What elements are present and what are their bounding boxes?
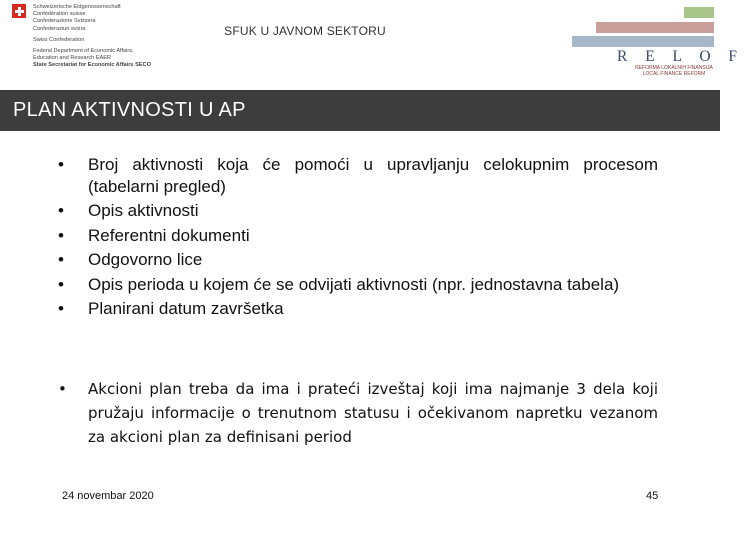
swiss-line: Education and Research EAER [33,55,112,62]
swiss-line: Federal Department of Economic Affairs, [33,48,134,55]
relof-logo: R E L O F [617,48,744,65]
swiss-line: Confédération suisse [33,11,86,18]
slide-title: PLAN AKTIVNOSTI U AP [13,99,246,121]
page-number: 45 [646,490,659,502]
relof-subtitle-line: LOCAL FINANCE REFORM [642,71,706,77]
bullet-text: Opis perioda u kojem će se odvijati aktivnosti (npr. jednostavna tabela) [88,274,620,294]
title-band [0,90,720,131]
note-text: Akcioni plan treba da ima i prateći izveštaj koji ima najmanje 3 dela koji pružaju informacije o trenutnom statusu i očekivanom napretku vezanom za akcioni plan za definisani period [88,380,658,446]
swiss-flag-icon [12,4,26,18]
bullet-text: Planirani datum završetka [88,299,284,318]
list-item [58,249,658,271]
relof-red-bar [596,22,714,33]
list-item [58,200,658,222]
bullet-icon: • [58,250,64,269]
relof-subtitle-line: REFORMA LOKALNIH FINANSIJA [635,65,713,71]
bullet-text: Referentni dokumenti [88,225,250,245]
bullet-list [58,154,658,323]
relof-subtitle [630,65,718,77]
footer-date: 24 novembar 2020 [62,490,154,502]
swiss-confederation-logo-text [33,4,153,70]
relof-green-bar [684,7,714,18]
bullet-text: Opis aktivnosti [88,201,199,220]
swiss-line: Confederazione Svizzera [33,18,96,25]
bullet-icon: • [58,380,67,398]
bullet-icon: • [58,201,64,220]
swiss-line: Swiss Confederation [33,36,85,43]
list-item [58,298,658,320]
list-item [58,225,658,247]
swiss-line: Confederaziun svizra [33,25,86,32]
bullet-icon: • [58,274,64,294]
header-title: SFUK U JAVNOM SEKTORU [224,24,386,38]
list-item [58,274,658,296]
bullet-text: Odgovorno lice [88,250,203,269]
action-plan-note [58,377,658,449]
bullet-icon: • [58,155,64,174]
seco-line: State Secretariat for Economic Affairs SECO [33,62,151,69]
bullet-icon: • [58,299,64,318]
swiss-line: Schweizerische Eidgenossenschaft [33,4,121,10]
bullet-icon: • [58,225,64,245]
list-item [58,154,658,197]
bullet-text: Broj aktivnosti koja će pomoći u upravljanju celokupnim procesom (tabelarni pregled) [88,155,658,196]
relof-blue-bar [572,36,714,47]
